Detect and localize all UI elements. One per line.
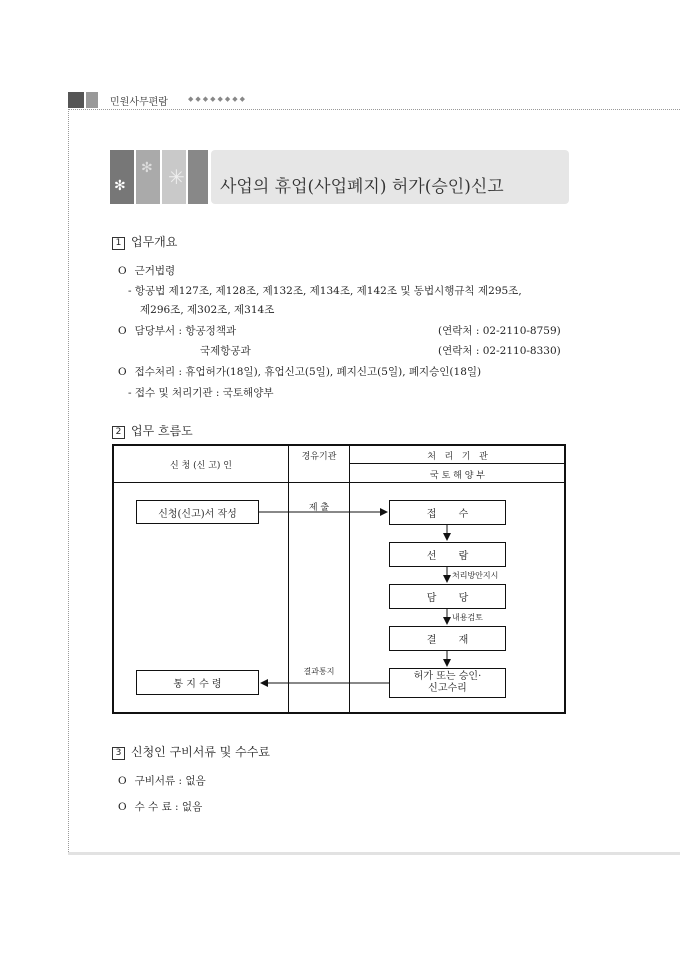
basis-line-1: - 항공법 제127조, 제128조, 제132조, 제134조, 제142조 및 동법시행규칙 제295조, xyxy=(128,285,522,297)
fee-row xyxy=(118,799,202,814)
step-receive: 접 수 xyxy=(389,500,506,525)
section-number: 2 xyxy=(112,426,125,439)
basis-label: 근거법령 xyxy=(134,265,176,277)
step-approve: 결 재 xyxy=(389,626,506,651)
note-instruction: 처리방안지시 xyxy=(452,571,499,580)
docs-row xyxy=(118,773,206,788)
section-label: 신청인 구비서류 및 수수료 xyxy=(131,745,270,759)
flower-icon: ✳ xyxy=(168,165,185,189)
section-label: 업무개요 xyxy=(131,235,178,249)
step-review: 선 람 xyxy=(389,542,506,567)
bullet-icon: O xyxy=(118,325,127,337)
dept-contact-2: (연락처 : 02-2110-8330) xyxy=(438,345,561,357)
section-number: 1 xyxy=(112,237,125,250)
section-label: 업무 흐름도 xyxy=(131,424,193,438)
bullet-icon: O xyxy=(118,775,127,787)
flower-icon: ✻ xyxy=(141,160,153,176)
applicant-box: 신청(신고)서 작성 xyxy=(136,500,259,524)
section-heading-3 xyxy=(112,743,270,760)
processing-text: 접수처리 : 휴업허가(18일), 휴업신고(5일), 폐지신고(5일), 폐지승인(18일) xyxy=(134,366,482,378)
docs-text: 구비서류 : 없음 xyxy=(134,775,206,787)
header-dots: ◆◆◆◆◆◆◆◆ xyxy=(188,95,248,103)
dept-2: 국제항공과 xyxy=(200,345,251,357)
dept-label: 담당부서 : 항공정책과 xyxy=(134,325,237,337)
final-line-2: 신고수리 xyxy=(428,683,467,694)
page-title: 사업의 휴업(사업폐지) 허가(승인)신고 xyxy=(220,177,504,197)
notify-label: 결과통지 xyxy=(303,667,335,676)
final-line-1: 허가 또는 승인· xyxy=(413,671,482,682)
agency-line: - 접수 및 처리기관 : 국토해양부 xyxy=(128,387,274,399)
col-via: 경유기관 xyxy=(301,452,337,462)
dept-contact-1: (연락처 : 02-2110-8759) xyxy=(438,325,561,337)
col-process-sub: 국 토 해 양 부 xyxy=(430,471,485,481)
receive-box: 통 지 수 령 xyxy=(136,670,259,695)
fee-text: 수 수 료 : 없음 xyxy=(134,801,203,813)
header-section-name: 민원사무편람 xyxy=(110,97,168,108)
step-handler: 담 당 xyxy=(389,584,506,609)
bullet-icon: O xyxy=(118,265,127,277)
flower-icon: ✻ xyxy=(114,178,126,194)
section-number: 3 xyxy=(112,747,125,760)
col-process: 처 리 기 관 xyxy=(427,452,488,462)
basis-line-2: 제296조, 제302조, 제314조 xyxy=(140,304,275,316)
bullet-icon: O xyxy=(118,366,127,378)
col-applicant: 신 청 (신 고) 인 xyxy=(170,461,232,471)
note-review: 내용검토 xyxy=(452,613,483,622)
submit-label: 제 출 xyxy=(308,503,330,513)
bullet-icon: O xyxy=(118,801,127,813)
